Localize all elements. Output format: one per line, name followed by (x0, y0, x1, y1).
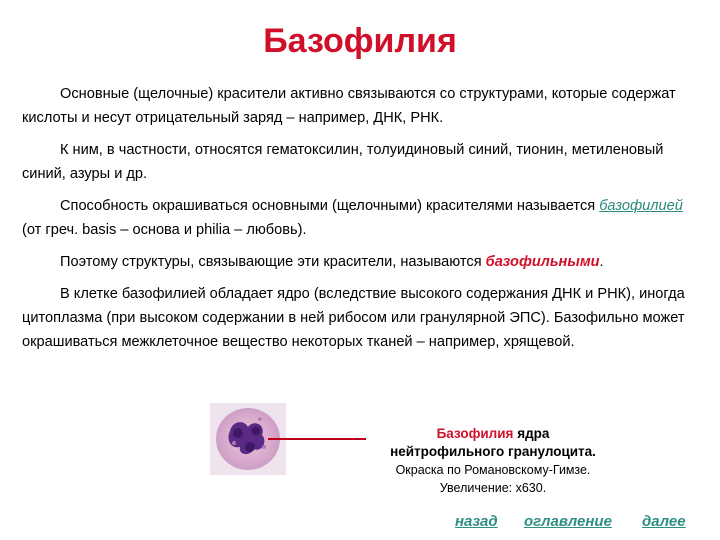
nav-back-link[interactable]: назад (455, 513, 498, 530)
p4-text-after: . (599, 254, 604, 270)
paragraph-2: К ним, в частности, относятся гематоксилин, толуидиновый синий, тионин, метиленовый синий, азуры и др. (22, 142, 664, 182)
nav-contents-link[interactable]: оглавление (524, 513, 612, 530)
basophilic-term: базофильными (485, 254, 600, 270)
basophilia-link[interactable]: базофилией (599, 198, 683, 214)
caption-line-1 (352, 425, 634, 443)
p3-text-after: (от греч. basis – основа и philia – любовь). (22, 222, 307, 238)
p4-text-before: Поэтому структуры, связывающие эти красители, называются (60, 254, 486, 270)
nav-next-link[interactable]: далее (642, 513, 686, 530)
caption-line-3: Окраска по Романовскому-Гимзе. (395, 463, 591, 477)
text-body (22, 82, 702, 362)
paragraph-1: Основные (щелочные) красители активно связываются со структурами, которые содержат кислоты и несут отрицательный заряд – например, ДНК, РНК. (22, 86, 676, 126)
paragraph-5: В клетке базофилией обладает ядро (вследствие высокого содержания ДНК и РНК), иногда цитоплазма (при высоком содержании в ней рибосом или гранулярной ЭПС). Базофильно может окрашиваться межклеточное вещество некоторых тканей – например, хрящевой. (22, 286, 685, 350)
paragraph-4 (22, 250, 702, 274)
caption-line-2: нейтрофильного гранулоцита. (390, 444, 596, 459)
paragraph-3 (22, 194, 702, 242)
caption-rest: ядра (513, 426, 550, 441)
caption-red-term: Базофилия (436, 426, 514, 441)
p3-text-before: Способность окрашиваться основными (щелочными) красителями называется (60, 198, 600, 214)
caption-line-4: Увеличение: x630. (439, 481, 547, 495)
image-caption (352, 425, 634, 497)
page-title: Базофилия (263, 22, 457, 60)
